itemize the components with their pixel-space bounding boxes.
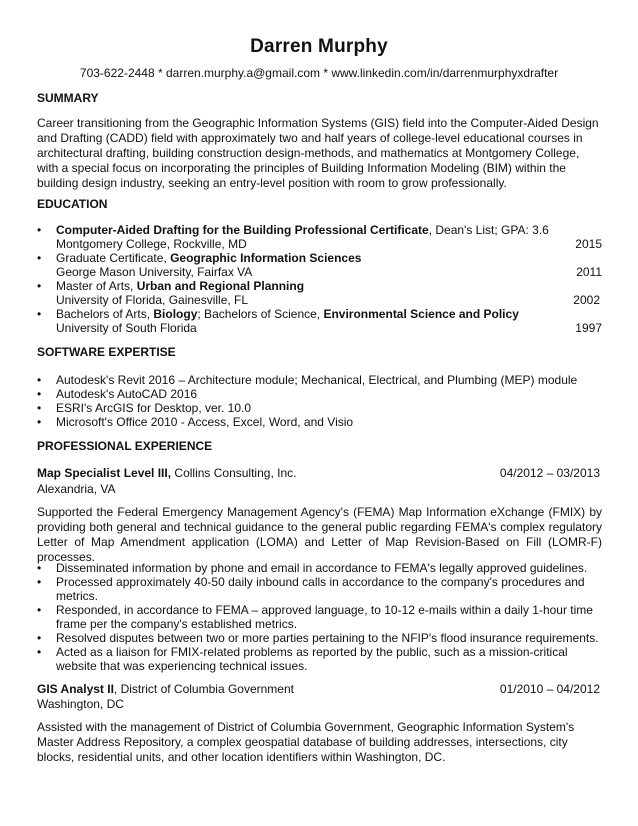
education-list xyxy=(37,223,602,335)
job-duty: • Processed approximately 40-50 daily inbound calls in accordance to the company's procedures and metrics. xyxy=(37,575,602,603)
graduation-year: 2015 xyxy=(575,237,602,251)
job-duties-list xyxy=(37,561,602,673)
candidate-name: Darren Murphy xyxy=(250,36,388,57)
contact-line: 703-622-2448 * darren.murphy.a@gmail.com * www.linkedin.com/in/darrenmurphyxdrafter xyxy=(79,66,559,80)
school-line: University of South Florida 1997 xyxy=(56,321,602,335)
job-description: Supported the Federal Emergency Management Agency's (FEMA) Map Information eXchange (FMIX) by providing both general and technical guidance to the general public regarding FEMA's complex regulatory Letter of Map Amendment application (LOMA) and Letter of Map Revision-Based on Fill (LOMR-F) processes. xyxy=(37,505,602,564)
software-item: • Microsoft's Office 2010 - Access, Excel, Word, and Visio xyxy=(37,415,602,429)
education-heading: EDUCATION xyxy=(37,197,108,211)
job-duty: • Disseminated information by phone and email in accordance to FEMA's legally approved guidelines. xyxy=(37,561,602,575)
degree-line: • Computer-Aided Drafting for the Building Professional Certificate, Dean's List; GPA: 3.6 xyxy=(56,223,549,237)
software-item: • ESRI's ArcGIS for Desktop, ver. 10.0 xyxy=(37,401,602,415)
job-header xyxy=(37,466,602,480)
graduation-year: 1997 xyxy=(575,321,602,335)
school-line: Montgomery College, Rockville, MD 2015 xyxy=(56,237,602,251)
education-item xyxy=(37,307,602,335)
education-item xyxy=(37,279,602,307)
job-location: Alexandria, VA xyxy=(37,482,116,496)
job-duty: • Acted as a liaison for FMIX-related problems as reported by the public, such as a mission-critical website that was experiencing technical issues. xyxy=(37,645,602,673)
degree-line: • Bachelors of Arts, Biology; Bachelors of Science, Environmental Science and Policy xyxy=(56,307,519,321)
education-item xyxy=(37,223,602,251)
education-item xyxy=(37,251,602,279)
software-item: • Autodesk's AutoCAD 2016 xyxy=(37,387,602,401)
job-header xyxy=(37,682,602,696)
job-dates: 04/2012 – 03/2013 xyxy=(499,466,600,480)
experience-heading: PROFESSIONAL EXPERIENCE xyxy=(37,439,213,453)
job-duty: • Responded, in accordance to FEMA – approved language, to 10-12 e-mails within a daily 1-hour time frame per the company's established metrics. xyxy=(37,603,602,631)
job-employer: , District of Columbia Government xyxy=(113,682,294,696)
summary-heading: SUMMARY xyxy=(37,91,99,105)
school-line: George Mason University, Fairfax VA 2011 xyxy=(56,265,602,279)
school-line: University of Florida, Gainesville, FL 2002 xyxy=(56,293,600,307)
job-description: Assisted with the management of District of Columbia Government, Geographic Information System's Master Address Repository, a complex geospatial database of building addresses, intersections, city blocks, residential units, and other location identifiers within Washington, DC. xyxy=(37,720,575,764)
job-title: Map Specialist Level III, xyxy=(37,466,172,480)
job-dates: 01/2010 – 04/2012 xyxy=(499,682,600,696)
degree-line: • Master of Arts, Urban and Regional Planning xyxy=(56,279,305,293)
job-duty: • Resolved disputes between two or more parties pertaining to the NFIP's flood insurance requirements. xyxy=(37,631,602,645)
job-location: Washington, DC xyxy=(37,697,124,711)
job-employer: Collins Consulting, Inc. xyxy=(171,466,297,480)
graduation-year: 2002 xyxy=(573,293,600,307)
summary-text: Career transitioning from the Geographic Information Systems (GIS) field into the Computer-Aided Design and Drafting (CADD) field with approximately two and half years of college-level educational courses in architectural drafting, building construction design-methods, and mathematics at Montgomery College, with a special focus on incorporating the principles of Building Information Modeling (BIM) within the building design industry, seeking an entry-level position with room to grow professionally. xyxy=(37,116,599,190)
degree-line: • Graduate Certificate, Geographic Information Sciences xyxy=(56,251,362,265)
job-title: GIS Analyst II xyxy=(37,682,114,696)
software-item: • Autodesk's Revit 2016 – Architecture module; Mechanical, Electrical, and Plumbing (MEP) module xyxy=(37,373,602,387)
software-heading: SOFTWARE EXPERTISE xyxy=(37,345,176,359)
software-list xyxy=(37,373,602,429)
graduation-year: 2011 xyxy=(576,265,602,279)
